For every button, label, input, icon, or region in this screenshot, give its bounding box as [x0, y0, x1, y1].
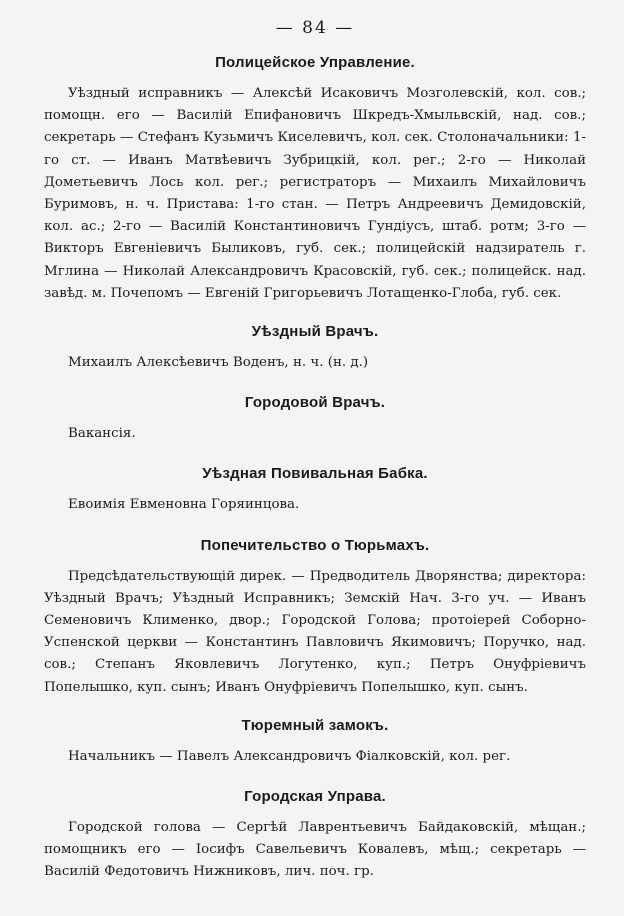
- section-title: Городская Управа.: [244, 788, 386, 806]
- page-number: — 84 —: [275, 18, 355, 38]
- section-title: Полицейское Управление.: [215, 54, 415, 71]
- section-city-doctor: [44, 394, 586, 445]
- section-prison-trusteeship: [44, 537, 586, 699]
- section-title: Тюремный замокъ.: [241, 716, 389, 734]
- section-prison-castle: [44, 717, 586, 768]
- section-text: Михаилъ Алексѣевичъ Воденъ, н. ч. (н. д.): [68, 355, 369, 371]
- section-district-doctor: [44, 323, 586, 374]
- section-text: Вакансія.: [68, 426, 136, 442]
- section-title: Уѣздный Врачъ.: [251, 323, 379, 341]
- section-midwife: [44, 465, 586, 516]
- section-text: Городской голова — Сергѣй Лаврентьевичъ Байдаковскій, мѣщан.; помощникъ его — Іосифъ Савельевичъ Ковалевъ, мѣщ.; секретарь — Василій Федотовичъ Нижниковъ, лич. поч. гр.: [44, 820, 586, 880]
- section-title: Попечительство о Тюрьмахъ.: [200, 536, 430, 554]
- section-city-council: [44, 788, 586, 884]
- section-text: Уѣздный исправникъ — Алексѣй Исаковичъ Мозголевскій, кол. сов.; помощн. его — Василій Епифановичъ Шкредъ-Хмыльвскій, над. сов.; секретарь — Стефанъ Кузьмичъ Киселевичъ, кол. сек. Столоначальники: 1-го ст. — Иванъ Матвѣевичъ Зубрицкій, кол. рег.; 2-го — Николай Дометьевичъ Лось кол. рег.; регистраторъ — Михаилъ Михайловичъ Буримовъ, н. ч. Пристава: 1-го стан. — Петръ Андреевичъ Демидовскій, кол. ас.; 2-го — Василій Константиновичъ Гундіусъ, штаб. ротм; 3-го — Викторъ Евгеніевичъ Быликовъ, губ. сек.; полицейскій надзиратель г. Мглина — Николай Александровичъ Красовскій, губ. сек.; полицейск. над. завѣд. м. Почепомъ — Евгеній Григорьевичъ Лотащенко-Глоба, губ. сек.: [44, 86, 586, 301]
- section-title: Уѣздная Повивальная Бабка.: [202, 465, 428, 483]
- section-text: Евоимія Евменовна Горяинцова.: [68, 497, 300, 513]
- section-text: Предсѣдательствующій дирек. — Предводитель Дворянства; директора: Уѣздный Врачъ; Уѣздный Исправникъ; Земскій Нач. 3-го уч. — Иванъ Семеновичъ Клименко, двор.; Городской Голова; протоіерей Соборно-Успенской церкви — Константинъ Павловичъ Якимовичъ; Поручко, над. сов.; Степанъ Яковлевичъ Логутенко, куп.; Петръ Онуфріевичъ Попелышко, куп. сынъ; Иванъ Онуфріевичъ Попелышко, куп. сынъ.: [44, 568, 586, 695]
- section-title: Городовой Врачъ.: [244, 394, 386, 412]
- section-police: [44, 54, 586, 305]
- section-text: Начальникъ — Павелъ Александровичъ Фіалковскій, кол. рег.: [68, 748, 511, 764]
